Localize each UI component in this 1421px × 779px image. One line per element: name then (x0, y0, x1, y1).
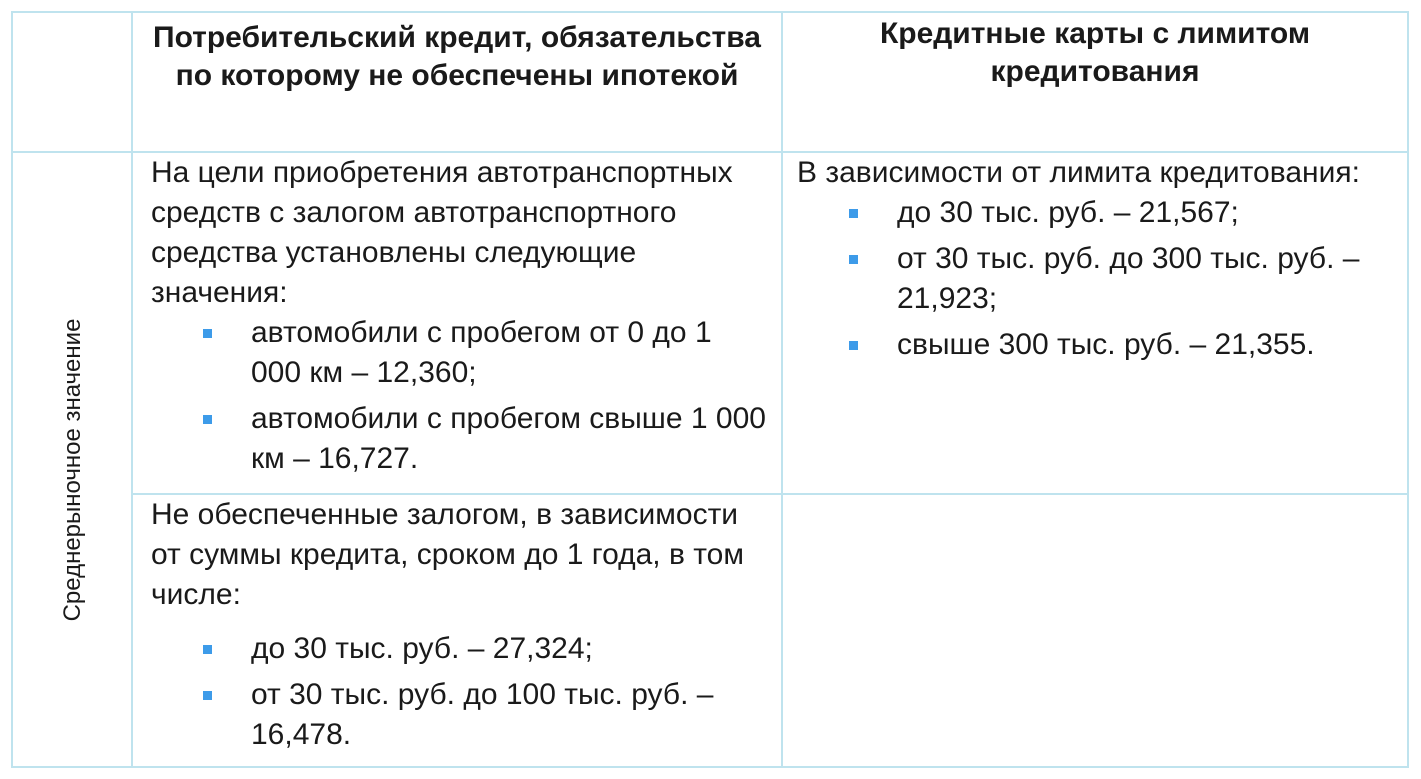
cell-unsecured-loans (133, 495, 783, 768)
bullet-list (151, 313, 767, 479)
list-item: до 30 тыс. руб. – 21,567; (797, 193, 1393, 233)
cell-intro-text: В зависимости от лимита кредитования: (797, 156, 1360, 189)
row-header-cell (13, 153, 133, 768)
table-corner-cell (13, 13, 133, 153)
cell-credit-card-limits (783, 153, 1409, 495)
bullet-square-icon (849, 255, 858, 264)
bullet-square-icon (203, 645, 212, 654)
column-header-label: Кредитные карты с лимитом кредитования (879, 17, 1311, 88)
column-header-credit-cards (783, 13, 1409, 153)
cell-empty (783, 495, 1409, 768)
cell-intro-text: Не обеспеченные залогом, в зависимости от суммы кредита, сроком до 1 года, в том числе: (151, 498, 744, 611)
list-item: от 30 тыс. руб. до 100 тыс. руб. – 16,478. (151, 675, 767, 755)
bullet-list (151, 629, 767, 755)
cell-auto-loans (133, 153, 783, 495)
cell-intro-text: На цели приобретения автотранспортных средств с залогом автотранспортного средства установлены следующие значения: (151, 156, 733, 309)
bullet-square-icon (203, 415, 212, 424)
column-header-label: Потребительский кредит, обязательства по которому не обеспечены ипотекой (153, 21, 761, 92)
list-item: автомобили с пробегом свыше 1 000 км – 16,727. (151, 399, 767, 479)
list-item: автомобили с пробегом от 0 до 1 000 км – 12,360; (151, 313, 767, 393)
list-item: свыше 300 тыс. руб. – 21,355. (797, 325, 1393, 365)
list-item: от 30 тыс. руб. до 300 тыс. руб. – 21,923; (797, 239, 1393, 319)
row-header-label: Среднерыночное значение (59, 318, 86, 622)
bullet-square-icon (203, 691, 212, 700)
comparison-table (11, 11, 1409, 768)
column-header-consumer-credit (133, 13, 783, 153)
list-item: до 30 тыс. руб. – 27,324; (151, 629, 767, 669)
bullet-square-icon (849, 341, 858, 350)
bullet-square-icon (203, 329, 212, 338)
bullet-list (797, 193, 1393, 365)
bullet-square-icon (849, 209, 858, 218)
